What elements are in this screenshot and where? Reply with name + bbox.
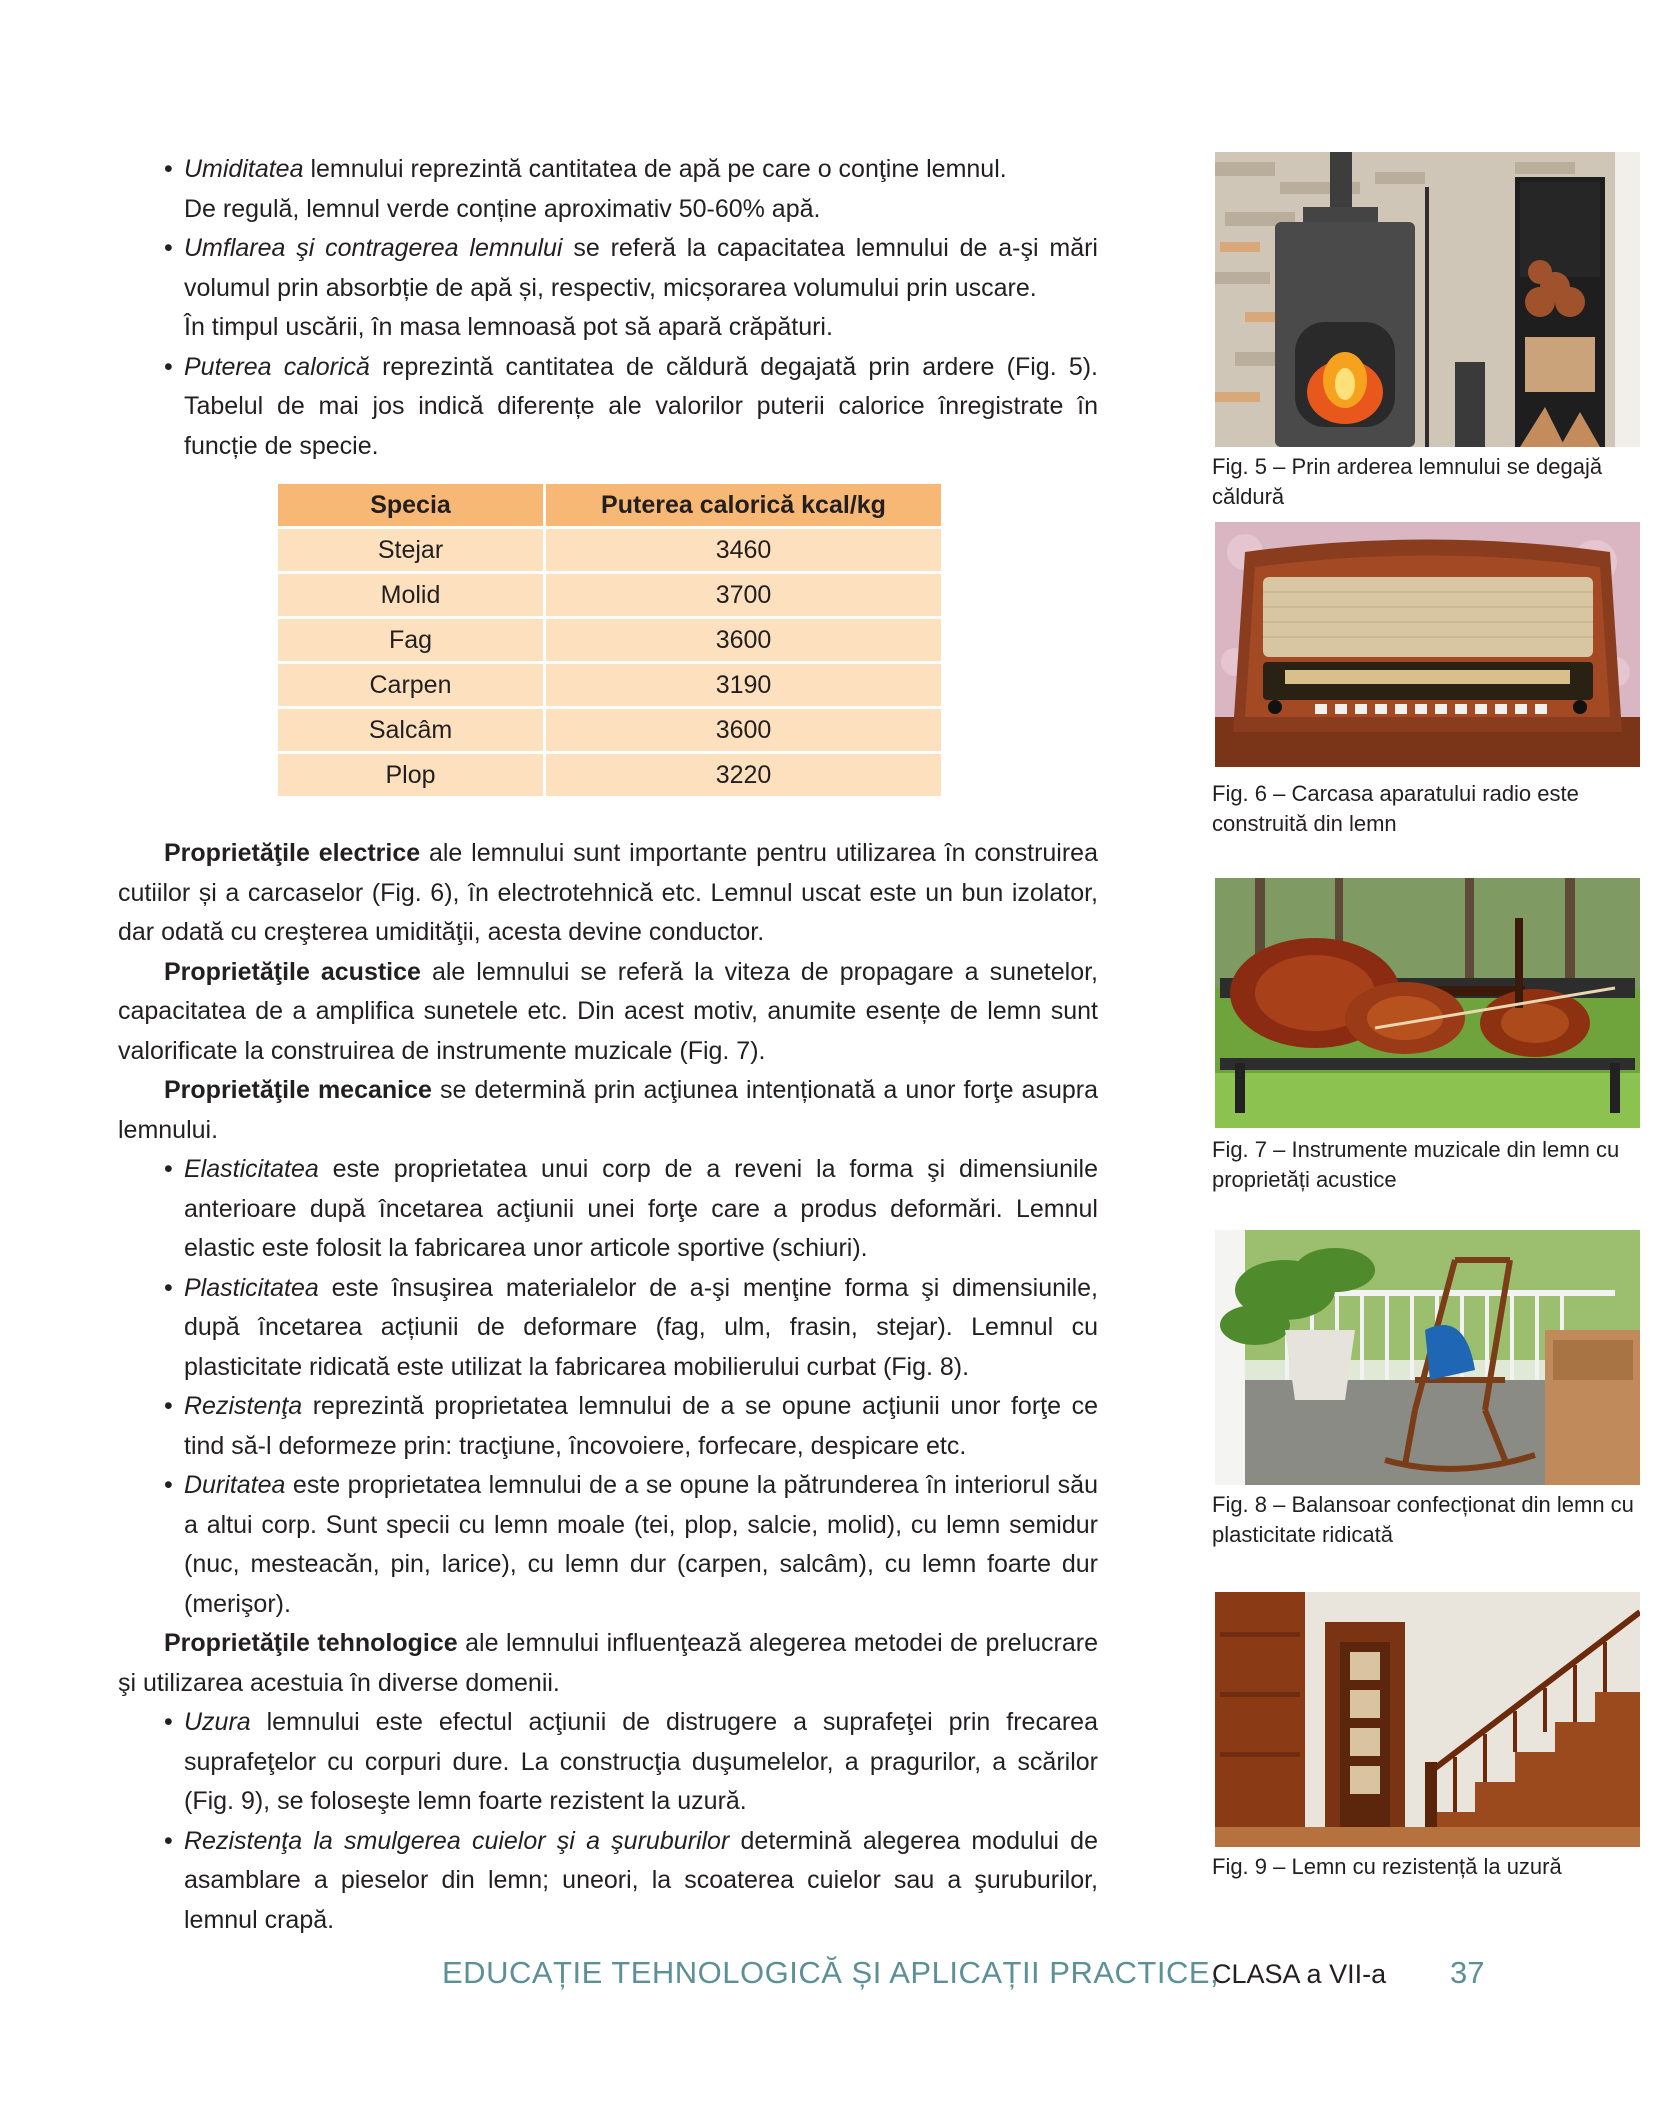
bullet-rezistenta: • Rezistenţa reprezintă proprietatea lemnului de a se opune acţiunii unor forţe ce tind să-l deformeze prin: tracţiune, încovoiere, forfecare, despicare etc. [164, 1392, 1098, 1460]
table-cell-value: 3460 [546, 529, 941, 574]
bullet-text: este proprietatea unui corp de a reveni la forma şi dimensiunile anterioare după încetarea acţiunii unei forţe care a produs deformări. Lemnul elastic este folosit la fabricarea unor articole sportive (schiuri). [184, 1155, 1098, 1262]
bullet-text: este proprietatea lemnului de a se opune la pătrunderea în interiorul său a altui corp. Sunt specii cu lemn moale (tei, plop, salcie, molid), cu lemn semidur (nuc, mesteacăn, pin, larice), cu lemn dur (carpen, salcâm), cu lemn foarte dur (merişor). [184, 1471, 1098, 1618]
table-row [278, 574, 941, 619]
body-text-top [118, 150, 1098, 466]
bullet-text: De regulă, lemnul verde conține aproximativ 50-60% apă. [184, 194, 821, 223]
rocking-chair-photo [1215, 1230, 1640, 1485]
paragraph-text: se determină prin acţiunea intenționată a unor forţe asupra lemnului. [118, 1076, 1098, 1144]
bullet-text: În timpul uscării, în masa lemnoasă pot să apară crăpături. [184, 313, 833, 341]
bullet-uzura: • Uzura lemnului este efectul acţiunii de distrugere a suprafeţei prin frecarea suprafeţelor cu corpuri dure. La construcţia duşumelelor, a pragurilor, a scărilor (Fig. 9), se foloseşte lemn foarte rezistent la uzură. [164, 1708, 1098, 1815]
table-row [278, 709, 941, 754]
table-row [278, 619, 941, 664]
term-umflarea: Umflarea şi contragerea lemnului [184, 234, 563, 262]
table-cell-specia: Stejar [278, 529, 546, 574]
bullet-text: lemnului este efectul acţiunii de distrugere a suprafeţei prin frecarea suprafeţelor cu corpuri dure. La construcţia duşumelelor, a pragurilor, a scărilor (Fig. 9), se foloseşte lemn foarte rezistent la uzură. [184, 1708, 1098, 1815]
table-cell-value: 3700 [546, 574, 941, 619]
table-cell-specia: Molid [278, 574, 546, 619]
bullet-puterea: • Puterea calorică reprezintă cantitatea de căldură degajată prin ardere (Fig. 5). Tabelul de mai jos indică diferențe ale valorilor puterii calorice înregistrate în funcție de specie. [164, 352, 1099, 460]
paragraph-tehnologice [118, 1624, 1098, 1703]
table-cell-value: 3190 [546, 664, 941, 709]
bullet-smulgere: • Rezistenţa la smulgerea cuielor şi a şuruburilor determină alegerea modului de asamblare a pieselor din lemn; uneori, la scoaterea cuielor sau a şuruburilor, lemnul crapă. [164, 1826, 1098, 1934]
figure-caption-9: Fig. 9 – Lemn cu rezistență la uzură [1212, 1854, 1562, 1879]
paragraph-text: ale lemnului influenţează alegerea metodei de prelucrare şi utilizarea acestuia în diverse domenii. [118, 1629, 1098, 1697]
heading-tehnologice: Proprietăţile tehnologice [164, 1629, 458, 1657]
table-row [278, 754, 941, 799]
footer-class: CLASA a VII-a [1212, 1959, 1387, 1989]
paragraph-mecanice [118, 1071, 1098, 1150]
table-row [278, 664, 941, 709]
heading-mecanice: Proprietăţile mecanice [164, 1076, 432, 1104]
table-cell-specia: Salcâm [278, 709, 546, 754]
heading-electrice: Proprietăţile electrice [164, 839, 421, 867]
term-elasticitatea: Elasticitatea [184, 1155, 319, 1183]
table-cell-value: 3600 [546, 619, 941, 664]
bullet-text: este însuşirea materialelor de a-şi menţine forma şi dimensiunile, după încetarea acțiunii de deformare (fag, ulm, frasin, stejar). Lemnul cu plasticitate ridicată este utilizat la fabricarea mobilierului curbat (Fig. 8). [184, 1273, 1098, 1381]
heading-acustice: Proprietăţile acustice [164, 957, 421, 986]
paragraph-text: ale lemnului sunt importante pentru utilizarea în construirea cutiilor și a carcaselor (Fig. 6), în electrotehnică etc. Lemnul uscat este un bun izolator, dar odată cu creşterea umidităţii, acesta devine conductor. [118, 839, 1098, 946]
bullet-plasticitatea: • Plasticitatea este însuşirea materialelor de a-şi menţine forma şi dimensiunile, după încetarea acțiunii de deformare (fag, ulm, frasin, stejar). Lemnul cu plasticitate ridicată este utilizat la fabricarea mobilierului curbat (Fig. 8). [164, 1273, 1098, 1381]
staircase-photo [1215, 1592, 1640, 1847]
table-cell-value: 3220 [546, 754, 941, 799]
figure-caption-7: Fig. 7 – Instrumente muzicale din lemn cu proprietăți acustice [1212, 1137, 1620, 1192]
bullet-text: se referă la capacitatea lemnului de a-şi mări volumul prin absorbție de apă și, respectiv, micșorarea volumului prin uscare. [184, 234, 1098, 302]
term-uzura: Uzura [184, 1708, 251, 1736]
term-duritatea: Duritatea [184, 1471, 286, 1499]
radio-photo [1215, 522, 1640, 767]
figure-caption-6: Fig. 6 – Carcasa aparatului radio este construită din lemn [1212, 781, 1579, 836]
figure-caption-5: Fig. 5 – Prin arderea lemnului se degajă căldură [1212, 454, 1603, 509]
page-footer [0, 1955, 1654, 1995]
term-rezistenta: Rezistenţa [184, 1392, 303, 1420]
table-cell-specia: Fag [278, 619, 546, 664]
bullet-text: lemnului reprezintă cantitatea de apă pe care o conţine lemnul. [303, 155, 1007, 183]
footer-title: EDUCAȚIE TEHNOLOGICĂ ȘI APLICAȚII PRACTICE, [442, 1955, 1220, 1990]
bullet-duritatea: • Duritatea este proprietatea lemnului de a se opune la pătrunderea în interiorul său a altui corp. Sunt specii cu lemn moale (tei, plop, salcie, molid), cu lemn semidur (nuc, mesteacăn, pin, larice), cu lemn dur (carpen, salcâm), cu lemn foarte dur (merişor). [164, 1471, 1098, 1618]
term-smulgere: Rezistenţa la smulgerea cuielor şi a şuruburilor [184, 1826, 730, 1855]
paragraph-acustice [118, 953, 1098, 1072]
stove-photo [1215, 152, 1640, 447]
paragraph-text: ale lemnului se referă la viteza de propagare a sunetelor, capacitatea de a amplifica sunetele etc. Din acest motiv, anumite esențe de lemn sunt valorificate la construirea de instrumente muzicale (Fig. 7). [118, 957, 1098, 1065]
bullet-text: reprezintă cantitatea de căldură degajată prin ardere (Fig. 5). Tabelul de mai jos indică diferențe ale valorilor puterii calorice înregistrate în funcție de specie. [184, 352, 1099, 460]
bullet-text: determină alegerea modului de asamblare a pieselor din lemn; uneori, la scoaterea cuielor sau a şuruburilor, lemnul crapă. [184, 1826, 1098, 1934]
table-cell-value: 3600 [546, 709, 941, 754]
figure-caption-8: Fig. 8 – Balansoar confecționat din lemn cu plasticitate ridicată [1212, 1492, 1634, 1547]
paragraph-electrice [118, 834, 1098, 953]
term-umiditatea: Umiditatea [184, 155, 304, 183]
term-puterea: Puterea calorică [184, 352, 370, 381]
violins-photo [1215, 878, 1640, 1128]
calorific-table [278, 484, 941, 799]
table-cell-specia: Plop [278, 754, 546, 799]
table-header-specia: Specia [278, 484, 546, 529]
page-number: 37 [1450, 1955, 1485, 1990]
term-plasticitatea: Plasticitatea [184, 1273, 319, 1302]
table-row [278, 529, 941, 574]
bullet-umiditatea: • Umiditatea lemnului reprezintă cantitatea de apă pe care o conţine lemnul. De regulă, lemnul verde conține aproximativ 50-60% apă. [164, 155, 1007, 223]
table-header-putere: Puterea calorică kcal/kg [546, 484, 941, 529]
bullet-umflarea: • Umflarea şi contragerea lemnului se referă la capacitatea lemnului de a-şi mări volumul prin absorbție de apă și, respectiv, micșorarea volumului prin uscare. În timpul uscării, în masa lemnoasă pot să apară crăpături. [164, 234, 1098, 341]
table-header-row [278, 484, 941, 529]
bullet-text: reprezintă proprietatea lemnului de a se opune acţiunii unor forţe ce tind să-l deformeze prin: tracţiune, încovoiere, forfecare, despicare etc. [184, 1392, 1098, 1460]
table-cell-specia: Carpen [278, 664, 546, 709]
bullet-elasticitatea: • Elasticitatea este proprietatea unui corp de a reveni la forma şi dimensiunile anterioare după încetarea acţiunii unei forţe care a produs deformări. Lemnul elastic este folosit la fabricarea unor articole sportive (schiuri). [164, 1155, 1098, 1262]
body-text-bottom [118, 834, 1098, 1940]
